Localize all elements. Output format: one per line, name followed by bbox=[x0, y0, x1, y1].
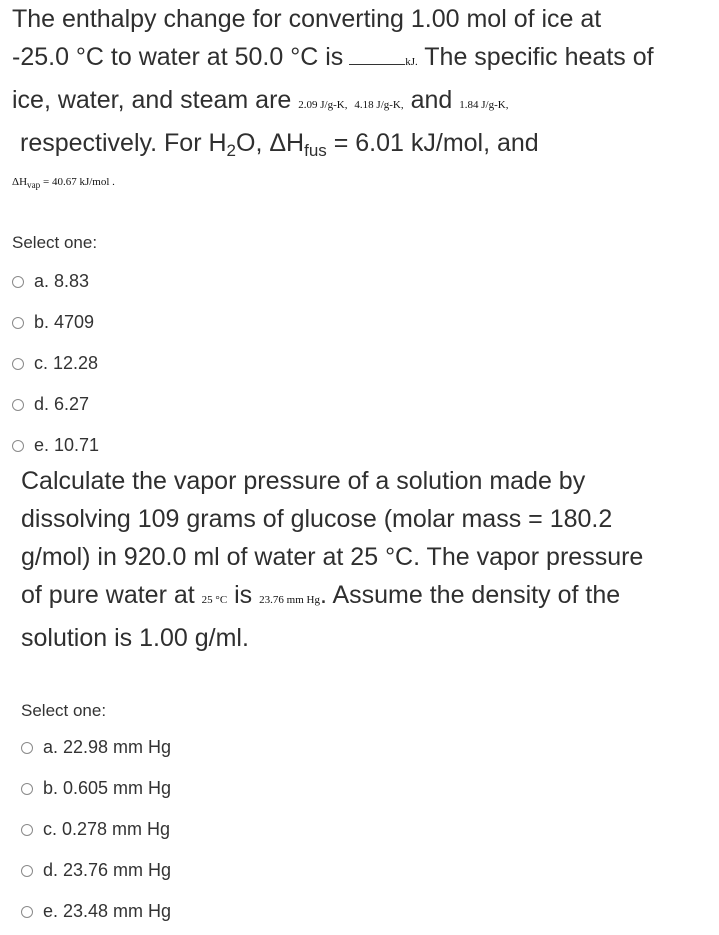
radio-icon[interactable] bbox=[12, 440, 24, 452]
radio-icon[interactable] bbox=[21, 783, 33, 795]
q2-line-2: dissolving 109 grams of glucose (molar mass = 180.2 bbox=[21, 505, 613, 533]
q2-line-3: g/mol) in 920.0 ml of water at 25 °C. The vapor pressure bbox=[21, 543, 644, 571]
q2-option-b[interactable]: b. 0.605 mm Hg bbox=[21, 768, 711, 809]
q1-option-a[interactable]: a. 8.83 bbox=[12, 261, 712, 302]
radio-icon[interactable] bbox=[21, 906, 33, 918]
q2-line-5: solution is 1.00 g/ml. bbox=[21, 624, 249, 652]
radio-icon[interactable] bbox=[21, 865, 33, 877]
answer-blank bbox=[349, 46, 405, 65]
specific-heat-ice: 2.09 J/g-K, bbox=[298, 99, 348, 111]
q2-line-1: Calculate the vapor pressure of a solution made by bbox=[21, 467, 586, 495]
q1-option-c[interactable]: c. 12.28 bbox=[12, 343, 712, 384]
radio-icon[interactable] bbox=[21, 824, 33, 836]
question-2 bbox=[21, 462, 711, 932]
q1-line-3: ice, water, and steam are 2.09 J/g-K, 4.18 J/g-K, and 1.84 J/g-K, bbox=[12, 86, 509, 114]
q2-option-c[interactable]: c. 0.278 mm Hg bbox=[21, 809, 711, 850]
q1-options bbox=[12, 261, 712, 466]
radio-icon[interactable] bbox=[12, 358, 24, 370]
q1-option-d[interactable]: d. 6.27 bbox=[12, 384, 712, 425]
specific-heat-steam: 1.84 J/g-K, bbox=[459, 99, 509, 111]
q1-option-e[interactable]: e. 10.71 bbox=[12, 425, 712, 466]
radio-icon[interactable] bbox=[12, 317, 24, 329]
question-1 bbox=[12, 0, 712, 466]
pressure-value: 23.76 mm Hg bbox=[259, 594, 320, 606]
q2-line-4: of pure water at 25 °C is 23.76 mm Hg. Assume the density of the bbox=[21, 581, 621, 609]
temperature-value: 25 °C bbox=[201, 594, 228, 606]
q2-option-e[interactable]: e. 23.48 mm Hg bbox=[21, 891, 711, 932]
q1-line-1: The enthalpy change for converting 1.00 mol of ice at bbox=[12, 5, 602, 33]
q1-line-5: $\Delta H_{vap} = 40.67$ kJ/mol . bbox=[12, 176, 115, 191]
q1-line-2: -25.0 °C to water at 50.0 °C is kJ. The specific heats of bbox=[12, 43, 654, 71]
q2-option-a[interactable]: a. 22.98 mm Hg bbox=[21, 727, 711, 768]
question-2-text bbox=[21, 462, 711, 657]
radio-icon[interactable] bbox=[12, 276, 24, 288]
unit-kj: kJ. bbox=[405, 56, 418, 68]
radio-icon[interactable] bbox=[12, 399, 24, 411]
q1-option-b[interactable]: b. 4709 bbox=[12, 302, 712, 343]
select-one-label: Select one: bbox=[21, 701, 107, 720]
q2-options bbox=[21, 727, 711, 932]
specific-heat-water: 4.18 J/g-K, bbox=[354, 99, 404, 111]
q1-line-4: respectively. For $H_2O$, $\Delta H_{fus} = 6.01$ kJ/mol, and bbox=[20, 129, 539, 160]
q2-option-d[interactable]: d. 23.76 mm Hg bbox=[21, 850, 711, 891]
question-1-text bbox=[12, 0, 712, 195]
radio-icon[interactable] bbox=[21, 742, 33, 754]
select-one-label: Select one: bbox=[12, 233, 98, 253]
